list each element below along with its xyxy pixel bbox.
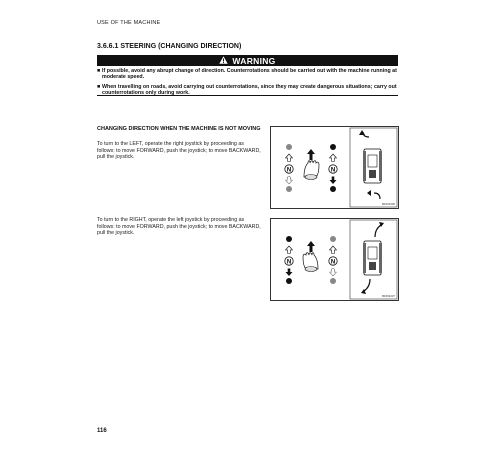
neutral-label: N — [330, 167, 336, 174]
right-turn-figure — [270, 218, 399, 301]
steering-subheading: CHANGING DIRECTION WHEN THE MACHINE IS NOT MOVING — [97, 126, 261, 132]
warning-banner — [97, 55, 398, 66]
warning-item-text: If possible, avoid any abrupt change of direction. Counterrotations should be carried out with the machine running at moderate speed. — [102, 68, 397, 81]
figure-code: BF451037 — [382, 294, 395, 298]
hand-joystick-icon — [304, 149, 319, 180]
warning-item-text: When travelling on roads, avoid carrying out counterrotations, since they may create dangerous situations; carry out counterrotations only during work. — [102, 83, 397, 97]
section-title: 3.6.6.1 STEERING (CHANGING DIRECTION) — [97, 43, 242, 50]
machine-top-view-icon — [363, 241, 382, 275]
hand-joystick-icon — [303, 241, 318, 272]
warning-label: WARNING — [232, 55, 276, 66]
right-turn-diagram — [271, 219, 398, 300]
neutral-label: N — [330, 259, 336, 266]
running-head: USE OF THE MACHINE — [97, 20, 161, 26]
neutral-label: N — [286, 167, 292, 174]
bullet-icon: ■ — [97, 83, 101, 90]
left-turn-figure — [270, 126, 399, 209]
bullet-icon: ■ — [97, 68, 101, 74]
machine-top-view-icon — [363, 149, 382, 183]
warning-divider — [97, 95, 398, 96]
left-turn-diagram — [271, 127, 398, 208]
neutral-label: N — [286, 259, 292, 266]
right-turn-instructions: To turn to the RIGHT, operate the left joystick by proceeding as follows: to move FORWARD, push the joystick; to move BACKWARD, pull the joystick. — [97, 217, 261, 237]
figure-code: BF451036 — [382, 202, 395, 206]
page-number: 116 — [97, 428, 107, 434]
warning-item — [97, 68, 398, 81]
warning-triangle-icon — [219, 56, 228, 66]
left-turn-instructions: To turn to the LEFT, operate the right joystick by proceeding as follows: to move FORWARD, push the joystick; to move BACKWARD, pull the joystick. — [97, 141, 261, 161]
